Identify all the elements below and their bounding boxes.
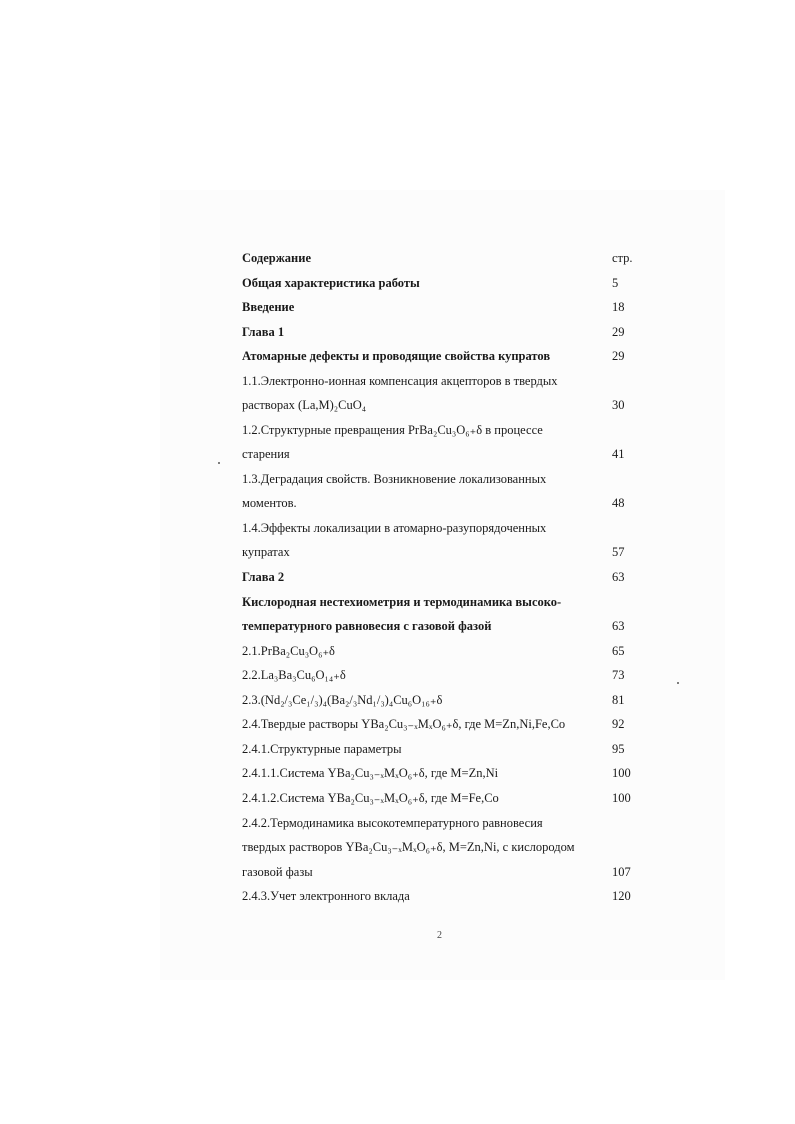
toc-entry — [242, 739, 642, 759]
entry-title: Общая характеристика работы — [242, 276, 420, 290]
entry-title-cont: растворах (La,M)₂CuO₄ — [242, 398, 367, 412]
entry-title-cont: купратах — [242, 545, 290, 559]
entry-page: 29 — [612, 325, 625, 339]
entry-title: 1.3.Деградация свойств. Возникновение локализованных — [242, 472, 547, 486]
entry-title-cont: твердых растворов YBa₂Cu₃₋ₓMₓO₆₊δ, M=Zn,Ni, с кислородом — [242, 840, 575, 854]
scan-speck — [677, 682, 679, 684]
toc-entry-line — [242, 862, 642, 882]
entry-title-cont: старения — [242, 447, 290, 461]
toc-title: Содержание — [242, 251, 312, 265]
entry-title: 2.4.1.Структурные параметры — [242, 742, 402, 756]
entry-title-cont: газовой фазы — [242, 865, 313, 879]
entry-title: Атомарные дефекты и проводящие свойства купратов — [242, 349, 551, 363]
toc-entry-line — [242, 518, 642, 538]
entry-title: 1.4.Эффекты локализации в атомарно-разупорядоченных — [242, 521, 547, 535]
scan-speck — [218, 462, 220, 464]
toc-entry-line — [242, 444, 642, 464]
entry-title-cont: температурного равновесия с газовой фазой — [242, 619, 492, 633]
entry-page: 95 — [612, 742, 625, 756]
entry-title: 1.1.Электронно-ионная компенсация акцепторов в твердых — [242, 374, 558, 388]
toc-entry — [242, 641, 642, 661]
entry-title: Введение — [242, 300, 295, 314]
entry-page: 63 — [612, 570, 625, 584]
toc-entry-line — [242, 813, 642, 833]
entry-page: 30 — [612, 398, 625, 412]
entry-page: 48 — [612, 496, 625, 510]
entry-title: 2.4.3.Учет электронного вклада — [242, 889, 410, 903]
entry-page: 107 — [612, 865, 631, 879]
toc-header — [242, 248, 642, 268]
entry-page: 81 — [612, 693, 625, 707]
entry-page: 100 — [612, 791, 631, 805]
toc-entry-line — [242, 837, 642, 857]
entry-title: 1.2.Структурные превращения PrBa₂Cu₃O₆₊δ в процессе — [242, 423, 543, 437]
entry-title: Глава 1 — [242, 325, 285, 339]
entry-title: 2.4.Твердые растворы YBa₂Cu₃₋ₓMₓO₆₊δ, где M=Zn,Ni,Fe,Co — [242, 717, 566, 731]
toc-entry-line — [242, 469, 642, 489]
toc-entry — [242, 714, 642, 734]
toc-entry-line — [242, 493, 642, 513]
toc-entry-line — [242, 592, 642, 612]
toc-entry-line — [242, 395, 642, 415]
page-column-label: стр. — [612, 251, 633, 265]
toc-entry — [242, 886, 642, 906]
toc-entry-line — [242, 371, 642, 391]
entry-page: 65 — [612, 644, 625, 658]
page-number: 2 — [437, 930, 442, 941]
toc-entry — [242, 690, 642, 710]
entry-title: Кислородная нестехиометрия и термодинамика высоко- — [242, 595, 562, 609]
entry-title: 2.4.2.Термодинамика высокотемпературного равновесия — [242, 816, 543, 830]
entry-page: 73 — [612, 668, 625, 682]
entry-page: 57 — [612, 545, 625, 559]
entry-title: 2.4.1.1.Система YBa₂Cu₃₋ₓMₓO₆₊δ, где M=Zn,Ni — [242, 766, 499, 780]
toc-entry-line — [242, 616, 642, 636]
entry-title-cont: моментов. — [242, 496, 297, 510]
toc-entry — [242, 788, 642, 808]
toc-entry-line — [242, 420, 642, 440]
entry-title: 2.2.La₃Ba₃Cu₆O₁₄₊δ — [242, 668, 346, 682]
toc-entry — [242, 763, 642, 783]
entry-page: 92 — [612, 717, 625, 731]
entry-page: 63 — [612, 619, 625, 633]
entry-title: 2.3.(Nd₂/₃Ce₁/₃)₄(Ba₂/₃Nd₁/₃)₄Cu₆O₁₆₊δ — [242, 693, 443, 707]
entry-page: 5 — [612, 276, 619, 290]
entry-title: 2.1.PrBa₂Cu₃O₆₊δ — [242, 644, 335, 658]
entry-title: Глава 2 — [242, 570, 285, 584]
toc-entry — [242, 567, 642, 587]
entry-page: 100 — [612, 766, 631, 780]
entry-title: 2.4.1.2.Система YBa₂Cu₃₋ₓMₓO₆₊δ, где M=Fe,Co — [242, 791, 499, 805]
entry-page: 120 — [612, 889, 631, 903]
entry-page: 41 — [612, 447, 625, 461]
toc-entry — [242, 297, 642, 317]
entry-page: 29 — [612, 349, 625, 363]
toc-entry-line — [242, 542, 642, 562]
toc-entry — [242, 273, 642, 293]
toc-entry — [242, 346, 642, 366]
toc-entry — [242, 322, 642, 342]
toc-entry — [242, 665, 642, 685]
entry-page: 18 — [612, 300, 625, 314]
